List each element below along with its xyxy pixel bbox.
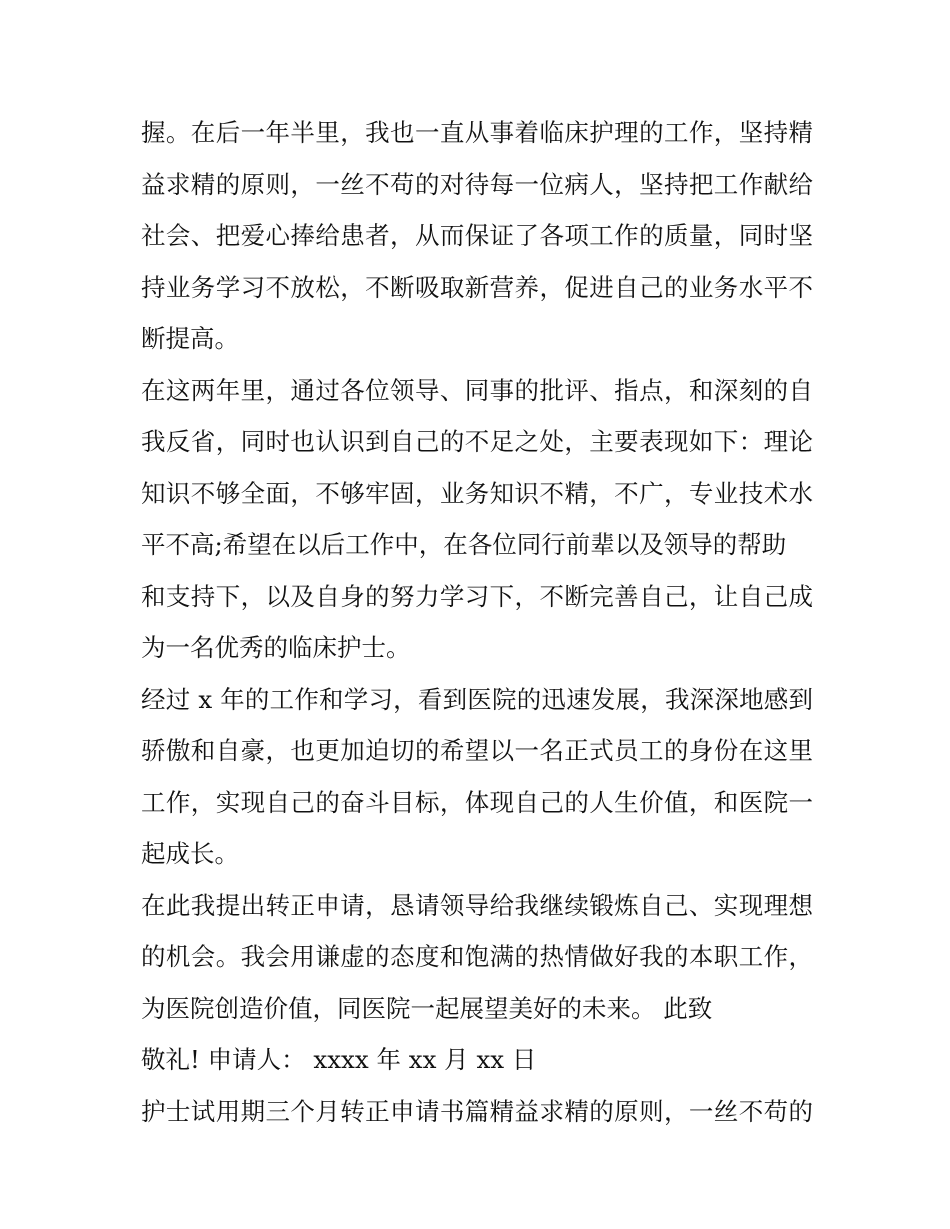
text-line: 益求精的原则，一丝不苟的对待每一位病人，坚持把工作献给 <box>141 169 813 199</box>
text-line: 我反省，同时也认识到自己的不足之处，主要表现如下：理论 <box>141 427 813 456</box>
text-line: 护士试用期三个月转正申请书篇精益求精的原则，一丝不苟的 <box>141 1096 813 1126</box>
paragraph-2 <box>141 365 813 674</box>
paragraph-1 <box>141 107 813 365</box>
text-line: 社会、把爱心捧给患者，从而保证了各项工作的质量，同时坚 <box>141 221 813 250</box>
text-line: 骄傲和自豪，也更加迫切的希望以一名正式员工的身份在这里 <box>141 736 813 765</box>
text-line: 为一名优秀的临床护士。 <box>141 633 411 662</box>
text-line: 在这两年里，通过各位领导、同事的批评、指点，和深刻的自 <box>141 375 813 405</box>
text-line: 握。在后一年半里，我也一直从事着临床护理的工作，坚持精 <box>141 118 813 147</box>
text-line: 经过 x 年的工作和学习，看到医院的迅速发展，我深深地感到 <box>141 684 813 714</box>
text-line: 起成长。 <box>141 839 239 868</box>
text-line: 在此我提出转正申请，恳请领导给我继续锻炼自己、实现理想 <box>141 890 813 920</box>
text-line: 的机会。我会用谦虚的态度和饱满的热情做好我的本职工作， <box>141 942 813 971</box>
text-line: 工作，实现自己的奋斗目标，体现自己的人生价值，和医院一 <box>141 787 813 817</box>
text-line: 平不高;希望在以后工作中，在各位同行前辈以及领导的帮助 <box>141 530 787 559</box>
text-line: 和支持下，以及自身的努力学习下，不断完善自己，让自己成 <box>141 581 813 611</box>
paragraph-6 <box>141 1086 813 1138</box>
paragraph-3 <box>141 674 813 880</box>
signature-line: 敬礼! 申请人： xxxx 年 xx 月 xx 日 <box>141 1045 537 1074</box>
text-line: 持业务学习不放松，不断吸取新营养，促进自己的业务水平不 <box>141 272 813 302</box>
paragraph-4 <box>141 880 813 1035</box>
closing-signature <box>141 1034 813 1086</box>
document-body <box>141 107 813 1137</box>
text-line: 断提高。 <box>141 324 239 353</box>
text-line: 为医院创造价值，同医院一起展望美好的未来。 此致 <box>141 993 713 1023</box>
text-line: 知识不够全面，不够牢固，业务知识不精，不广，专业技术水 <box>141 478 813 508</box>
